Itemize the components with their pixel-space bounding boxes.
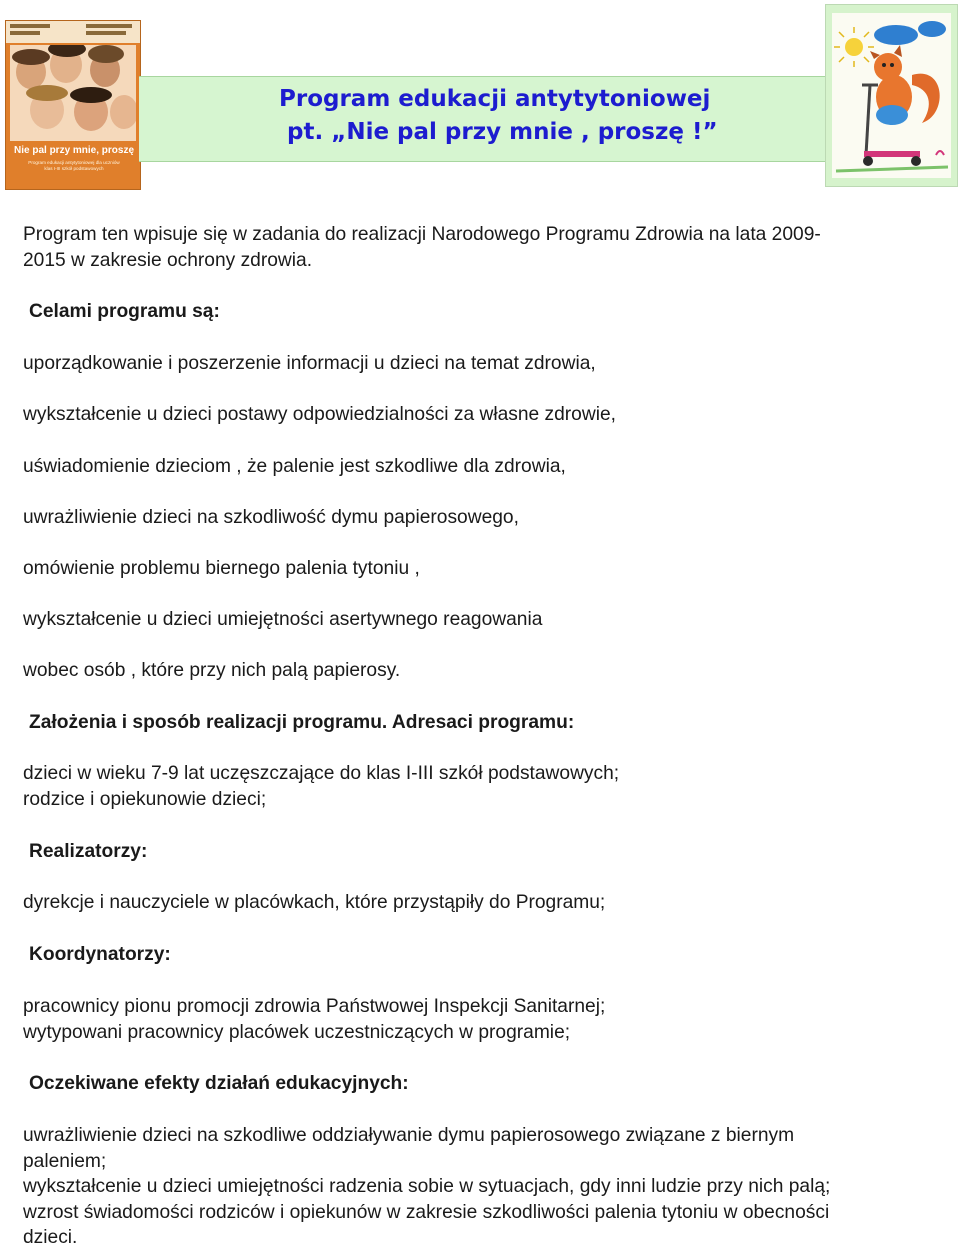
goals-heading: Celami programu są: bbox=[29, 301, 220, 322]
effects-line: paleniem; bbox=[23, 1151, 107, 1172]
assumptions-heading: Założenia i sposób realizacji programu. Adresaci programu: bbox=[29, 712, 575, 733]
goal-item: uwrażliwienie dzieci na szkodliwość dymu papierosowego, bbox=[23, 507, 519, 528]
effects-line: uwrażliwienie dzieci na szkodliwe oddziaływanie dymu papierosowego związane z biernym bbox=[23, 1125, 795, 1146]
goal-item: omówienie problemu biernego palenia tytoniu , bbox=[23, 558, 420, 579]
effects-line: dzieci. bbox=[23, 1227, 78, 1248]
cover-title: Nie pal przy mnie, proszę bbox=[14, 145, 135, 156]
squirrel-on-scooter-drawing bbox=[826, 5, 957, 186]
recipients-line: dzieci w wieku 7-9 lat uczęszczające do klas I-III szkół podstawowych; bbox=[23, 763, 620, 784]
coordinators-heading: Koordynatorzy: bbox=[29, 944, 171, 965]
cover-author-strip bbox=[6, 21, 140, 43]
cover-children-photo bbox=[10, 45, 136, 141]
program-subtitle: pt. „Nie pal przy mnie , proszę !” bbox=[287, 119, 718, 145]
intro-line-1: Program ten wpisuje się w zadania do realizacji Narodowego Programu Zdrowia na lata 2009- bbox=[23, 224, 821, 245]
recipients-line: rodzice i opiekunowie dzieci; bbox=[23, 789, 267, 810]
goal-item: uświadomienie dzieciom , że palenie jest szkodliwe dla zdrowia, bbox=[23, 456, 566, 477]
effects-line: wzrost świadomości rodziców i opiekunów w zakresie szkodliwości palenia tytoniu w obecności bbox=[23, 1202, 830, 1223]
coordinators-line: pracownicy pionu promocji zdrowia Państwowej Inspekcji Sanitarnej; bbox=[23, 996, 606, 1017]
goal-item: wykształcenie u dzieci postawy odpowiedzialności za własne zdrowie, bbox=[23, 404, 616, 425]
program-title: Program edukacji antytytoniowej bbox=[279, 86, 711, 112]
intro-line-2: 2015 w zakresie ochrony zdrowia. bbox=[23, 250, 313, 271]
book-cover-image bbox=[5, 20, 141, 190]
implementers-heading: Realizatorzy: bbox=[29, 841, 148, 862]
goal-item: wykształcenie u dzieci umiejętności asertywnego reagowania bbox=[23, 609, 543, 630]
child-drawing-image bbox=[825, 4, 958, 187]
cover-subtitle: Program edukacji antytytoniowej dla uczniów klas I-III szkół podstawowych bbox=[28, 160, 120, 171]
goal-item: wobec osób , które przy nich palą papierosy. bbox=[23, 660, 401, 681]
effects-heading: Oczekiwane efekty działań edukacyjnych: bbox=[29, 1073, 409, 1094]
goal-item: uporządkowanie i poszerzenie informacji u dzieci na temat zdrowia, bbox=[23, 353, 596, 374]
coordinators-line: wytypowani pracownicy placówek uczestniczących w programie; bbox=[23, 1022, 571, 1043]
implementers-line: dyrekcje i nauczyciele w placówkach, które przystąpiły do Programu; bbox=[23, 892, 606, 913]
effects-line: wykształcenie u dzieci umiejętności radzenia sobie w sytuacjach, gdy inni ludzie przy nich palą; bbox=[23, 1176, 831, 1197]
